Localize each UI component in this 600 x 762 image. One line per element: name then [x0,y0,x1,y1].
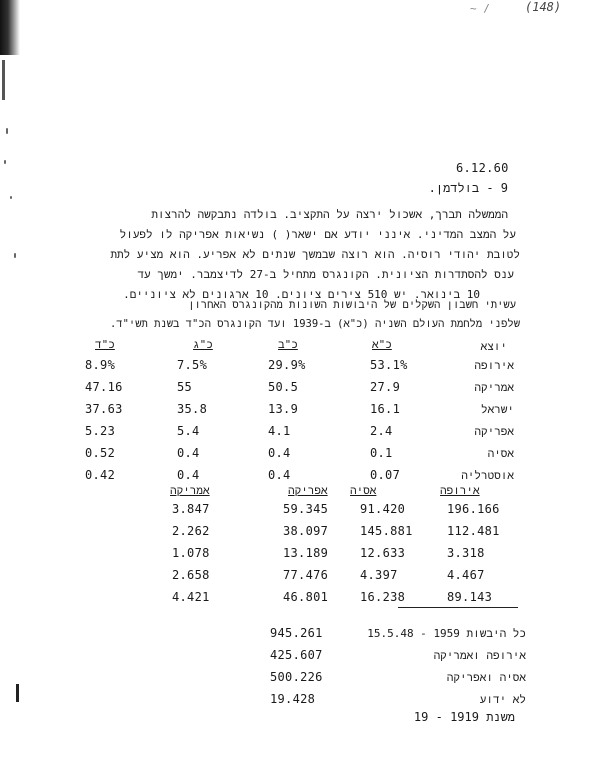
recipient-line: 9 - בולדמן. [428,181,508,195]
table-1-cell: 16.1 [370,402,401,416]
table-1-region-label: אפריקה [474,425,514,438]
table-1-cell: 13.9 [268,402,299,416]
table-1-column-header: כ"ב [278,338,298,351]
table-2-cell: 2.658 [172,568,210,582]
table-1-cell: 0.4 [268,468,291,482]
table-2-column-header: אירופה [440,484,480,497]
summary-value: 500.226 [270,670,323,684]
summary-label: אסיה ואפריקה [446,671,526,684]
table-2-column-header: אסיה [350,484,377,497]
table-1-cell: 27.9 [370,380,401,394]
table-1-cell: 5.4 [177,424,200,438]
binder-hole-mark [16,684,19,702]
table-2-cell: 12.633 [360,546,406,560]
table-2-cell: 89.143 [447,590,493,604]
table-1-cell: 5.23 [85,424,116,438]
archive-number: (148) [525,0,562,14]
table-1-cell: 2.4 [370,424,393,438]
scan-speck [14,253,16,258]
table-1-cell: 0.42 [85,468,116,482]
table-2-column-header: אמריקה [170,484,210,497]
paragraph-2-line: עשיתי חשבון השקלים של היבושות השונות מהקונגרס האחרון [188,299,516,311]
table-1-cell: 0.4 [177,446,200,460]
table-2-cell: 46.801 [283,590,329,604]
table-1-column-header: כ"ג [193,338,213,351]
scan-edge-shadow [0,0,20,55]
table-2-cell: 145.881 [360,524,413,538]
table-1-cell: 53.1% [370,358,408,372]
footer-line: משנת 1919 - 19 [413,710,515,724]
scan-speck [10,196,12,199]
table-2-cell: 4.467 [447,568,485,582]
table-2-cell: 38.097 [283,524,329,538]
table-2-cell: 3.318 [447,546,485,560]
table-2-cell: 4.397 [360,568,398,582]
summary-label: לא ידוע [479,693,526,706]
table-2-cell: 91.420 [360,502,406,516]
sum-divider [398,607,518,608]
table-2-cell: 2.262 [172,524,210,538]
table-1-cell: 37.63 [85,402,123,416]
paragraph-1-line: הממשלה תברך, אשכול ירצה על התקציב. בולדה נתבקשה להרצות [151,208,508,221]
table-2-cell: 16.238 [360,590,406,604]
table-2-cell: 77.476 [283,568,329,582]
table-1-cell: 35.8 [177,402,208,416]
summary-value: 19.428 [270,692,316,706]
table-1-cell: 0.4 [268,446,291,460]
table-1-column-header: כ"ד [95,338,115,351]
table-1-region-label: אירופה [474,359,514,372]
table-1-region-label: אמריקה [474,381,514,394]
summary-label: אירופה ואמריקה [433,649,526,662]
paragraph-1-line: 10 בינואר. יש 510 צירים ציונים. 10 ארגונים לא ציוניים. [123,288,480,301]
table-1-cell: 0.4 [177,468,200,482]
table-1-cell: 0.52 [85,446,116,460]
table-2-cell: 1.078 [172,546,210,560]
scan-speck [6,128,8,134]
table-2-column-header: אפריקה [288,484,328,497]
summary-label: כל היבשות 1959 - 15.5.48 [367,627,526,640]
table-2-cell: 3.847 [172,502,210,516]
table-1-cell: 0.07 [370,468,401,482]
paragraph-2-line: שלפני מלחמת העולם השניה (כ"א) ב-1939 ועד הקונגרס הכ"ד בשנת תשי"ד. [109,318,520,330]
scan-speck [4,160,6,164]
table-1-cell: 50.5 [268,380,299,394]
table-1-region-label: אסיה [487,447,514,460]
table-2-cell: 13.189 [283,546,329,560]
scan-edge-mark [2,60,5,100]
summary-value: 425.607 [270,648,323,662]
table-2-cell: 196.166 [447,502,500,516]
table-1-column-header: כ"א [372,338,392,351]
table-2-cell: 112.481 [447,524,500,538]
paragraph-1-line: לטובת יהודי רוסיה. הוא רוצה שבמשך שנתים לא אפריע. הוא מציע לתת [110,248,520,261]
table-1-cell: 8.9% [85,358,116,372]
table-1-cell: 4.1 [268,424,291,438]
table-1-cell: 47.16 [85,380,123,394]
pencil-scribble: ~ / [470,2,490,15]
table-1-cell: 0.1 [370,446,393,460]
table-1-cell: 29.9% [268,358,306,372]
table-1-region-label: ישראל [480,403,514,416]
table-2-cell: 59.345 [283,502,329,516]
paragraph-1-line: על המצב המדיני. אינני יודע אם ישאר( ) נשיאות אפריקה לו לפעול [119,228,516,241]
table-1-cell: 7.5% [177,358,208,372]
document-date: 6.12.60 [456,161,509,175]
table-1-header-label: יוצא [480,340,507,353]
paragraph-1-line: ענס להסתדרות הציונית. הקונגרס מתחיל ב-27 לדיצמבר. ימשך עד [137,268,514,281]
table-2-cell: 4.421 [172,590,210,604]
table-1-cell: 55 [177,380,193,394]
table-1-region-label: אוסטרליה [461,469,514,482]
summary-value: 945.261 [270,626,323,640]
